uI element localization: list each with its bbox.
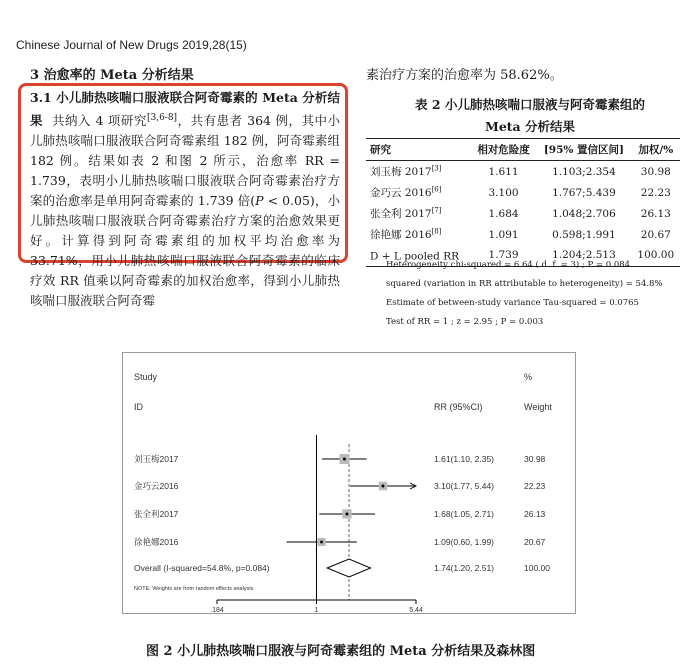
header-weight: Weight	[524, 402, 552, 412]
subsection-paragraph	[30, 88, 340, 311]
subsection-heading: 3.1 小儿肺热咳喘口服液联合阿奇霉素的 Meta 分析结果	[30, 90, 340, 129]
random-effects-note: NOTE: Weights are from random effects analysis	[134, 586, 254, 592]
body-text-2: ，共有患者 364 例，其中小儿肺热咳喘口服液联合阿奇霉素组 182 例，阿奇霉素组 182 例。结果如表 2 和图 2 所示，治愈率 RR = 1.739，表明小儿肺热咳喘口服液联合阿奇霉素治疗方案的治愈率是单用阿奇霉素的 1.739 倍(	[30, 113, 340, 209]
table-row	[366, 203, 680, 224]
weight-label: 30.98	[524, 454, 546, 464]
table-cell-study: D + L pooled RR	[370, 250, 460, 262]
header-id: ID	[134, 402, 143, 412]
table-cell-ci: 1.204;2.513	[552, 249, 616, 262]
table-row	[366, 161, 680, 183]
study-label: 张全利2017	[134, 509, 179, 519]
heterogeneity-stats	[386, 256, 663, 332]
rr-ci-label: 3.10(1.77, 5.44)	[434, 481, 495, 491]
table-title	[374, 94, 686, 138]
forest-plot	[122, 352, 576, 614]
table-cell-weight: 30.98	[640, 165, 671, 178]
header-rr-ci: RR (95%CI)	[434, 402, 483, 412]
stats-line: squared (variation in RR attributable to heterogeneity) = 54.8%	[386, 279, 663, 289]
table-cell-rr: 1.091	[488, 228, 519, 241]
table-cell-weight: 26.13	[640, 207, 671, 220]
figure-caption: 图 2 小儿肺热咳喘口服液与阿奇霉素组的 Meta 分析结果及森林图	[146, 644, 536, 659]
meta-analysis-table	[366, 138, 680, 267]
subsection-body	[30, 88, 340, 311]
stats-line: Estimate of between-study variance Tau-squared = 0.0765	[386, 298, 639, 308]
table-cell-study: 张全利 2017[7]	[370, 206, 442, 220]
table-cell-study: 金巧云 2016[6]	[370, 185, 442, 199]
table-header-row	[366, 139, 680, 161]
table-cell-study: 徐艳娜 2016[8]	[370, 227, 442, 241]
weight-label: 22.23	[524, 481, 546, 491]
table-row	[366, 182, 680, 203]
table-title-line1: 表 2 小儿肺热咳喘口服液与阿奇霉素组的	[415, 97, 645, 112]
table-row	[366, 224, 680, 245]
table-cell-weight: 20.67	[640, 228, 671, 241]
point-estimate	[320, 541, 323, 544]
table-cell-ci: 1.767;5.439	[552, 186, 616, 199]
study-label: 刘玉梅2017	[134, 454, 179, 464]
table-header-ci: [95% 置信区间]	[543, 144, 625, 156]
table-cell-weight: 100.00	[637, 249, 675, 262]
body-text-3: < 0.05)，小儿肺热咳喘口服液联合阿奇霉素治疗方案的治愈效果更好。计算得到阿奇霉素组的加权平均治愈率为 33.71%，用小儿肺热咳喘口服液联合阿奇霉素的临床疗效 RR 值乘以阿奇霉素的加权治愈率，得到小儿肺热咳喘口服液联合阿奇霉	[30, 193, 340, 309]
overall-weight-label: 100.00	[524, 563, 550, 573]
overall-label: Overall (I-squared=54.8%, p=0.084)	[134, 563, 270, 573]
table-cell-rr: 1.611	[488, 165, 519, 178]
stats-line: Test of RR = 1 ; z = 2.95 ; P = 0.003	[386, 317, 544, 327]
study-label: 徐艳娜2016	[134, 537, 179, 547]
journal-header: Chinese Journal of New Drugs 2019,28(15)	[16, 38, 247, 52]
table-cell-rr: 1.739	[488, 249, 519, 262]
rr-ci-label: 1.68(1.05, 2.71)	[434, 509, 495, 519]
point-estimate	[345, 513, 348, 516]
weight-label: 20.67	[524, 537, 546, 547]
section-heading: 3 治愈率的 Meta 分析结果	[30, 68, 194, 83]
x-axis-tick-label: .184	[210, 607, 224, 614]
rr-ci-label: 1.09(0.60, 1.99)	[434, 537, 495, 547]
table-header-study: 研究	[370, 144, 391, 156]
p-symbol: P	[255, 193, 264, 209]
header-study: Study	[134, 372, 158, 382]
overall-diamond	[327, 559, 370, 577]
table-cell-ci: 1.103;2.354	[552, 165, 616, 178]
table-cell-study: 刘玉梅 2017[3]	[370, 164, 442, 178]
x-axis-tick-label: 1	[314, 607, 319, 614]
x-axis-tick-label: 5.44	[409, 607, 423, 614]
table-cell-ci: 0.598;1.991	[552, 228, 616, 241]
header-percent: %	[524, 372, 533, 382]
rr-ci-label: 1.61(1.10, 2.35)	[434, 454, 495, 464]
point-estimate	[381, 485, 384, 488]
point-estimate	[343, 458, 346, 461]
table-cell-rr: 1.684	[488, 207, 519, 220]
table-cell-ci: 1.048;2.706	[552, 207, 616, 220]
table-header-weight: 加权/%	[638, 144, 674, 156]
stats-line: Heterogeneity chi-squared = 6.64 ( d. f. = 3) ; P = 0.084	[386, 260, 631, 270]
table-header-rr: 相对危险度	[477, 144, 530, 156]
table-cell-rr: 3.100	[488, 186, 519, 199]
body-text-1: 共纳入 4 项研究	[51, 113, 147, 129]
weight-label: 26.13	[524, 509, 546, 519]
right-column-intro: 素治疗方案的治愈率为 58.62%。	[366, 68, 563, 83]
table-cell-weight: 22.23	[640, 186, 671, 199]
study-label: 金巧云2016	[134, 481, 179, 491]
citation-ref: [3,6-8]	[146, 113, 178, 123]
table-title-line2: Meta 分析结果	[484, 119, 575, 134]
overall-rr-ci-label: 1.74(1.20, 2.51)	[434, 563, 495, 573]
